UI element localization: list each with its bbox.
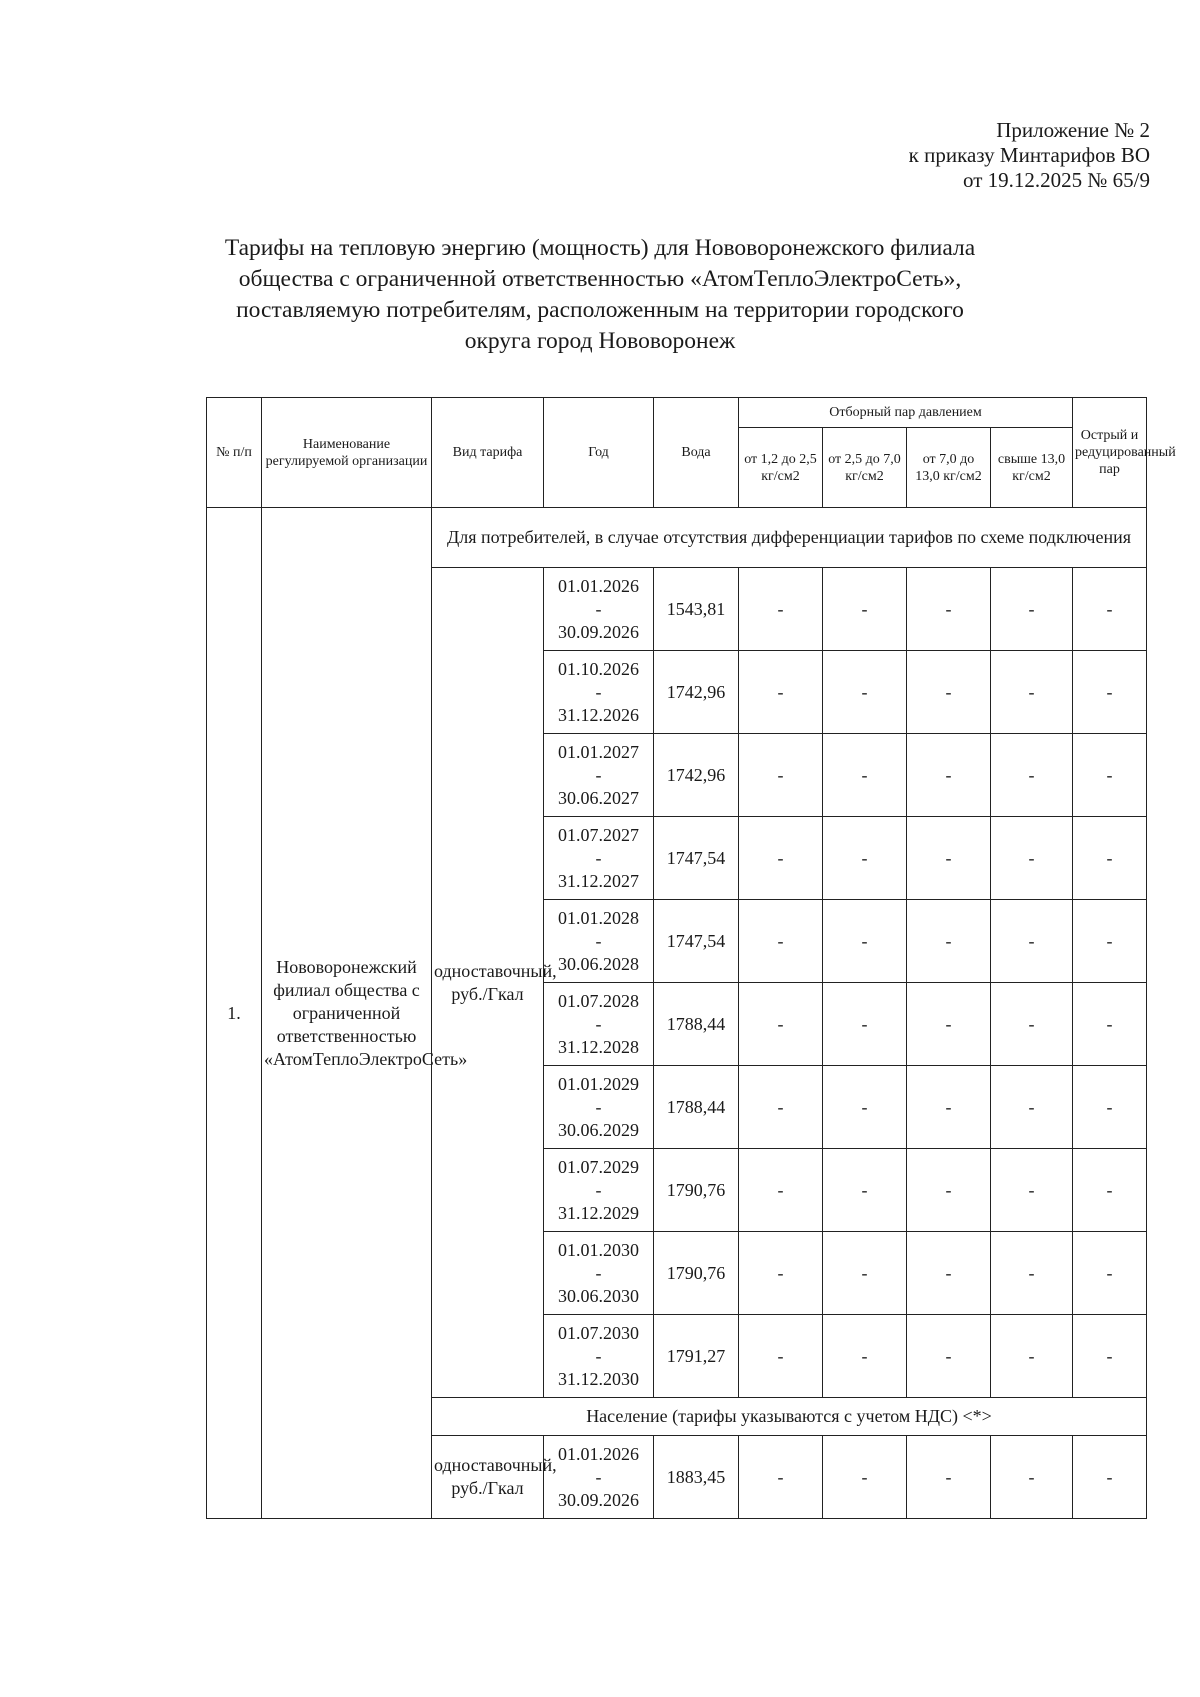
section2-tariff-type: одноставочный, руб./Гкал <box>432 1436 544 1519</box>
period-sep: - <box>595 1345 602 1366</box>
period-to: 30.09.2026 <box>558 1489 639 1510</box>
water-value: 1788,44 <box>654 1066 739 1149</box>
steam-1-value: - <box>739 1232 823 1315</box>
row-period <box>544 817 654 900</box>
steam-4-value: - <box>991 983 1073 1066</box>
title-line-4: округа город Нововоронеж <box>464 328 736 354</box>
steam-4-value: - <box>991 651 1073 734</box>
steam-4-value: - <box>991 734 1073 817</box>
period-from: 01.01.2029 <box>558 1073 639 1094</box>
sharp-steam-value: - <box>1073 1436 1147 1519</box>
steam-3-value: - <box>907 1066 991 1149</box>
header-water: Вода <box>654 398 739 508</box>
water-value: 1790,76 <box>654 1149 739 1232</box>
steam-1-value: - <box>739 1315 823 1398</box>
steam-1-value: - <box>739 817 823 900</box>
row-period <box>544 1436 654 1519</box>
steam-3-value: - <box>907 983 991 1066</box>
steam-3-value: - <box>907 817 991 900</box>
row-period <box>544 1232 654 1315</box>
header-organization: Наименование регулируемой организации <box>262 398 432 508</box>
steam-2-value: - <box>823 734 907 817</box>
steam-3-value: - <box>907 1436 991 1519</box>
steam-2-value: - <box>823 568 907 651</box>
period-to: 31.12.2028 <box>558 1036 639 1057</box>
steam-3-value: - <box>907 900 991 983</box>
steam-2-value: - <box>823 1436 907 1519</box>
period-sep: - <box>595 764 602 785</box>
steam-4-value: - <box>991 1149 1073 1232</box>
period-to: 31.12.2026 <box>558 704 639 725</box>
period-sep: - <box>595 1466 602 1487</box>
sharp-steam-value: - <box>1073 651 1147 734</box>
water-value: 1543,81 <box>654 568 739 651</box>
header-steam-group: Отборный пар давлением <box>739 398 1073 428</box>
steam-1-value: - <box>739 1066 823 1149</box>
period-to: 30.06.2027 <box>558 787 639 808</box>
section2-title: Население (тарифы указываются с учетом НДС) <*> <box>432 1398 1147 1436</box>
water-value: 1883,45 <box>654 1436 739 1519</box>
appendix-line-2: к приказу Минтарифов ВО <box>908 143 1150 167</box>
header-tariff-type: Вид тарифа <box>432 398 544 508</box>
period-from: 01.10.2026 <box>558 658 639 679</box>
header-num: № п/п <box>207 398 262 508</box>
steam-2-value: - <box>823 1149 907 1232</box>
sharp-steam-value: - <box>1073 900 1147 983</box>
steam-2-value: - <box>823 1066 907 1149</box>
steam-1-value: - <box>739 568 823 651</box>
sharp-steam-value: - <box>1073 568 1147 651</box>
row-number: 1. <box>207 508 262 1519</box>
period-from: 01.07.2027 <box>558 824 639 845</box>
steam-4-value: - <box>991 1436 1073 1519</box>
period-from: 01.01.2028 <box>558 907 639 928</box>
sharp-steam-value: - <box>1073 1315 1147 1398</box>
row-period <box>544 983 654 1066</box>
period-sep: - <box>595 1013 602 1034</box>
water-value: 1788,44 <box>654 983 739 1066</box>
period-sep: - <box>595 681 602 702</box>
water-value: 1747,54 <box>654 900 739 983</box>
steam-4-value: - <box>991 900 1073 983</box>
steam-4-value: - <box>991 817 1073 900</box>
header-sharp-steam: Острый и редуцированный пар <box>1073 398 1147 508</box>
sharp-steam-value: - <box>1073 983 1147 1066</box>
header-row-1 <box>207 398 1147 428</box>
period-sep: - <box>595 847 602 868</box>
steam-2-value: - <box>823 1232 907 1315</box>
sharp-steam-value: - <box>1073 1066 1147 1149</box>
period-from: 01.07.2029 <box>558 1156 639 1177</box>
period-from: 01.01.2027 <box>558 741 639 762</box>
steam-1-value: - <box>739 651 823 734</box>
steam-4-value: - <box>991 568 1073 651</box>
water-value: 1791,27 <box>654 1315 739 1398</box>
steam-3-value: - <box>907 1232 991 1315</box>
row-period <box>544 651 654 734</box>
title-line-2: общества с ограниченной ответственностью «АтомТеплоЭлектроСеть», <box>238 266 962 292</box>
row-period <box>544 568 654 651</box>
steam-3-value: - <box>907 1315 991 1398</box>
period-from: 01.07.2028 <box>558 990 639 1011</box>
steam-1-value: - <box>739 1436 823 1519</box>
steam-3-value: - <box>907 568 991 651</box>
period-from: 01.01.2026 <box>558 1443 639 1464</box>
water-value: 1742,96 <box>654 651 739 734</box>
steam-4-value: - <box>991 1232 1073 1315</box>
period-from: 01.01.2026 <box>558 575 639 596</box>
section1-title: Для потребителей, в случае отсутствия дифференциации тарифов по схеме подключения <box>432 508 1147 568</box>
period-sep: - <box>595 1262 602 1283</box>
steam-4-value: - <box>991 1315 1073 1398</box>
period-to: 30.06.2029 <box>558 1119 639 1140</box>
header-steam-3: от 7,0 до 13,0 кг/см2 <box>907 428 991 508</box>
period-sep: - <box>595 1096 602 1117</box>
period-to: 30.09.2026 <box>558 621 639 642</box>
row-period <box>544 1066 654 1149</box>
steam-3-value: - <box>907 651 991 734</box>
period-from: 01.07.2030 <box>558 1322 639 1343</box>
sharp-steam-value: - <box>1073 734 1147 817</box>
appendix-block <box>909 118 1150 193</box>
steam-2-value: - <box>823 900 907 983</box>
row-period <box>544 1149 654 1232</box>
period-to: 31.12.2030 <box>558 1368 639 1389</box>
tariff-table <box>206 397 1176 1519</box>
water-value: 1747,54 <box>654 817 739 900</box>
sharp-steam-value: - <box>1073 1149 1147 1232</box>
period-sep: - <box>595 1179 602 1200</box>
organization-name: Нововоронежский филиал общества с ограниченной ответственностью «АтомТеплоЭлектроСеть» <box>262 508 432 1519</box>
steam-1-value: - <box>739 983 823 1066</box>
steam-3-value: - <box>907 1149 991 1232</box>
title-line-3: поставляемую потребителям, расположенным на территории городского <box>236 297 964 323</box>
period-sep: - <box>595 930 602 951</box>
period-to: 31.12.2027 <box>558 870 639 891</box>
title-line-1: Тарифы на тепловую энергию (мощность) для Нововоронежского филиала <box>224 235 976 261</box>
steam-1-value: - <box>739 734 823 817</box>
row-period <box>544 1315 654 1398</box>
period-from: 01.01.2030 <box>558 1239 639 1260</box>
sharp-steam-value: - <box>1073 1232 1147 1315</box>
period-to: 30.06.2030 <box>558 1285 639 1306</box>
water-value: 1790,76 <box>654 1232 739 1315</box>
steam-1-value: - <box>739 1149 823 1232</box>
appendix-line-1: Приложение № 2 <box>996 118 1150 142</box>
header-steam-4: свыше 13,0 кг/см2 <box>991 428 1073 508</box>
document-title <box>150 233 1050 357</box>
section1-title-row <box>207 508 1147 568</box>
section1-tariff-type: одноставочный, руб./Гкал <box>432 568 544 1398</box>
steam-1-value: - <box>739 900 823 983</box>
sharp-steam-value: - <box>1073 817 1147 900</box>
steam-3-value: - <box>907 734 991 817</box>
steam-2-value: - <box>823 983 907 1066</box>
period-to: 30.06.2028 <box>558 953 639 974</box>
appendix-line-3: от 19.12.2025 № 65/9 <box>962 168 1150 192</box>
steam-2-value: - <box>823 817 907 900</box>
row-period <box>544 900 654 983</box>
header-steam-1: от 1,2 до 2,5 кг/см2 <box>739 428 823 508</box>
water-value: 1742,96 <box>654 734 739 817</box>
period-sep: - <box>595 598 602 619</box>
steam-2-value: - <box>823 1315 907 1398</box>
steam-4-value: - <box>991 1066 1073 1149</box>
header-steam-2: от 2,5 до 7,0 кг/см2 <box>823 428 907 508</box>
period-to: 31.12.2029 <box>558 1202 639 1223</box>
steam-2-value: - <box>823 651 907 734</box>
row-period <box>544 734 654 817</box>
header-year: Год <box>544 398 654 508</box>
